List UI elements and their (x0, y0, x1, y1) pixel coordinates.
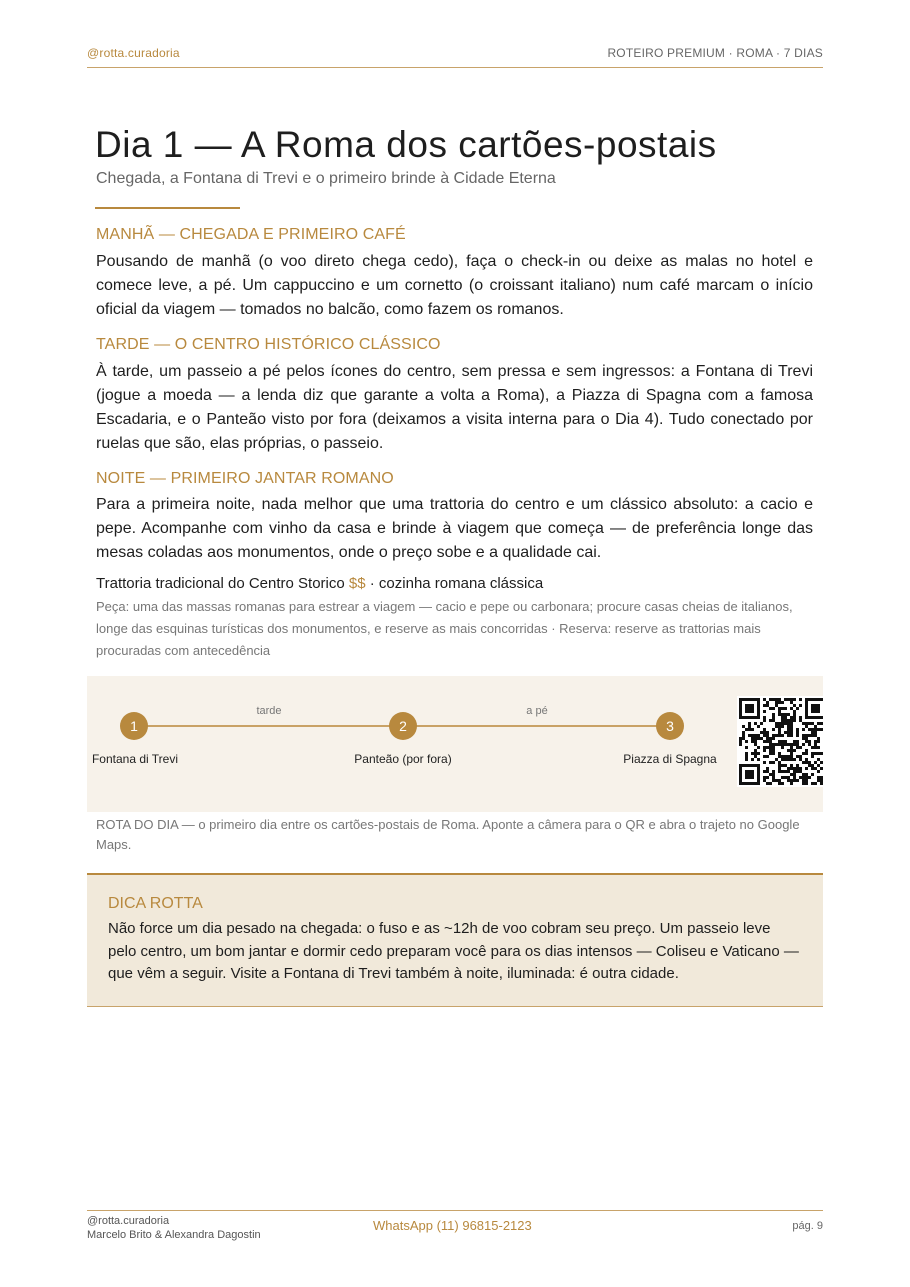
footer-credits (87, 1214, 261, 1242)
section-heading-night: NOITE — PRIMEIRO JANTAR ROMANO (96, 470, 394, 487)
qr-code-icon[interactable] (737, 696, 823, 787)
footer-whatsapp[interactable]: WhatsApp (11) 96815-2123 (373, 1218, 532, 1233)
section-text-morning: Pousando de manhã (o voo direto chega cedo), faça o check-in ou deixe as malas no hotel e comece leve, a pé. Um cappuccino e um cornetto (o croissant italiano) num café marcam o início oficial da viagem — tomados no balcão, como fazem os romanos. (96, 253, 813, 318)
restaurant-name: Trattoria tradicional do Centro Storico (96, 575, 345, 592)
page-number: pág. 9 (792, 1220, 823, 1232)
header-doc-label: ROTEIRO PREMIUM · ROMA · 7 DIAS (607, 46, 823, 60)
title-divider (95, 207, 240, 209)
page-subtitle: Chegada, a Fontana di Trevi e o primeiro brinde à Cidade Eterna (96, 170, 556, 187)
route-stop-label-3: Piazza di Spagna (623, 752, 717, 766)
section-text-afternoon: À tarde, um passeio a pé pelos ícones do centro, sem pressa e sem ingressos: a Fontana di Trevi (jogue a moeda — a lenda diz que garante a volta a Roma), a Piazza di Spagna com a famosa Escadaria, e o Panteão visto por fora (deixamos a visita interna para o Dia 4). Tudo conectado por ruelas que são, elas próprias, o passeio. (96, 363, 813, 452)
restaurant-price: $$ (348, 575, 366, 592)
restaurant-cuisine: · cozinha romana clássica (369, 575, 544, 592)
tip-text: Não force um dia pesado na chegada: o fuso e as ~12h de voo cobram seu preço. Um passeio leve pelo centro, um bom jantar e dormir cedo preparam você para os dias intensos — Coliseu e Vaticano — que vêm a seguir. Visite a Fontana di Trevi também à noite, iluminada: é outra cidade. (108, 920, 799, 982)
page-header (87, 46, 823, 68)
route-diagram (87, 676, 823, 812)
route-stop-label-1: Fontana di Trevi (91, 752, 179, 766)
page-title: Dia 1 — A Roma dos cartões-postais (95, 124, 717, 165)
section-heading-afternoon: TARDE — O CENTRO HISTÓRICO CLÁSSICO (96, 336, 441, 353)
route-stop-label-2: Panteão (por fora) (354, 752, 452, 766)
section-text-night: Para a primeira noite, nada melhor que uma trattoria do centro e um clássico absoluto: a cacio e pepe. Acompanhe com vinho da casa e brinde à viagem que começa — de preferência longe das mesas coladas aos monumentos, onde o preço sobe e a qualidade cai. (96, 496, 813, 561)
route-caption: ROTA DO DIA — o primeiro dia entre os cartões-postais de Roma. Aponte a câmera para o QR e abra o trajeto no Google Maps. (96, 817, 800, 852)
header-handle: @rotta.curadoria (87, 46, 180, 60)
route-leg-1: tarde (256, 705, 282, 717)
tip-title: DICA ROTTA (108, 895, 203, 912)
footer-authors: Marcelo Brito & Alexandra Dagostin (87, 1229, 261, 1241)
restaurant-line (96, 575, 543, 592)
route-panel (87, 676, 823, 812)
route-leg-2: a pé (526, 705, 548, 717)
tip-box (87, 873, 823, 1007)
page-footer (87, 1210, 823, 1251)
route-stop-number-3: 3 (666, 718, 674, 734)
route-stop-number-1: 1 (130, 718, 138, 734)
restaurant-note: Peça: uma das massas romanas para estrear a viagem — cacio e pepe ou carbonara; procure casas cheias de italianos, longe das esquinas turísticas dos monumentos, e reserve as mais concorridas · Reserva: reserve as trattorias mais procuradas com antecedência (96, 599, 793, 658)
route-stop-number-2: 2 (399, 718, 407, 734)
section-heading-morning: MANHÃ — CHEGADA E PRIMEIRO CAFÉ (96, 226, 406, 243)
footer-handle: @rotta.curadoria (87, 1215, 170, 1227)
